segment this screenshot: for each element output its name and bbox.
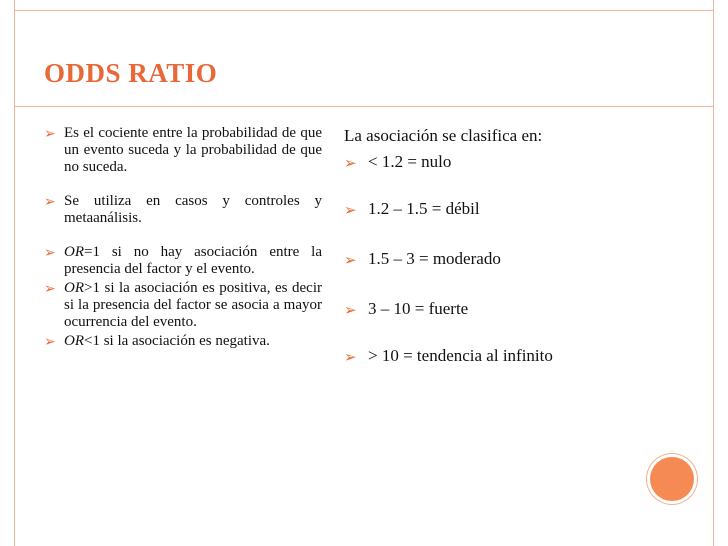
left-bullet-item: [44, 244, 322, 278]
decorative-circle: [650, 457, 694, 501]
classification-text: 1.5 – 3 = moderado: [368, 249, 501, 268]
bullet-text: <1 si la asociación es negativa.: [84, 333, 270, 349]
left-bullet-item: [44, 125, 322, 176]
bullet-arrow-icon: ➢: [344, 303, 357, 319]
slide-title: ODDS RATIO: [44, 58, 218, 88]
classification-item: [344, 299, 684, 319]
bullet-arrow-icon: ➢: [44, 195, 56, 210]
bullet-arrow-icon: ➢: [44, 127, 56, 142]
bullet-text: Es el cociente entre la probabilidad de que un evento suceda y la probabilidad de que no suceda.: [64, 125, 322, 175]
or-abbreviation: OR: [64, 333, 84, 349]
or-abbreviation: OR: [64, 280, 84, 296]
classification-text: < 1.2 = nulo: [368, 152, 452, 171]
bullet-arrow-icon: ➢: [344, 350, 357, 366]
classification-item: [344, 152, 684, 172]
right-column: [344, 126, 684, 366]
left-column: [44, 125, 322, 350]
top-divider: [14, 10, 714, 11]
bullet-arrow-icon: ➢: [44, 282, 56, 297]
classification-text: 3 – 10 = fuerte: [368, 299, 469, 318]
bullet-text: >1 si la asociación es positiva, es decir si la presencia del factor se asocia a mayor ocurrencia del evento.: [64, 280, 322, 330]
classification-heading: La asociación se clasifica en:: [344, 126, 543, 145]
left-bullet-item: [44, 280, 322, 331]
bullet-arrow-icon: ➢: [44, 335, 56, 350]
bullet-arrow-icon: ➢: [344, 156, 357, 172]
or-abbreviation: OR: [64, 244, 84, 260]
classification-item: [344, 199, 684, 219]
bullet-arrow-icon: ➢: [44, 246, 56, 261]
bullet-text: Se utiliza en casos y controles y metaanálisis.: [64, 193, 322, 226]
bullet-arrow-icon: ➢: [344, 203, 357, 219]
left-bullet-item: [44, 193, 322, 227]
bullet-text: =1 si no hay asociación entre la presencia del factor y el evento.: [64, 244, 322, 277]
classification-text: 1.2 – 1.5 = débil: [368, 199, 480, 218]
classification-item: [344, 346, 684, 366]
classification-text: > 10 = tendencia al infinito: [368, 346, 553, 365]
bullet-arrow-icon: ➢: [344, 253, 357, 269]
title-divider: [14, 106, 714, 107]
left-bullet-item: [44, 333, 322, 350]
classification-item: [344, 249, 684, 269]
